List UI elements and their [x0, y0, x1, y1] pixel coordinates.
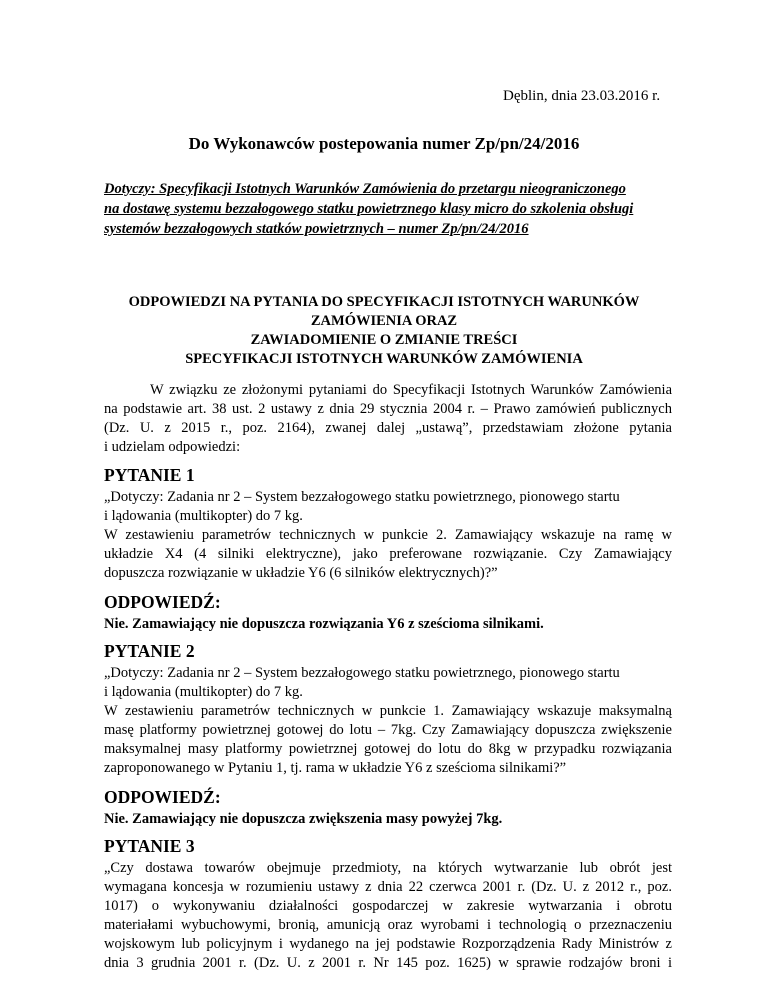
answer-1-text: Nie. Zamawiający nie dopuszcza rozwiązania Y6 z sześcioma silnikami. [104, 616, 544, 632]
intro-line-2: na podstawie art. 38 ust. 2 ustawy z dnia 29 stycznia 2004 r. – Prawo zamówień publicznych [104, 401, 672, 417]
question-1-heading: PYTANIE 1 [104, 465, 195, 485]
section-heading-line-2: ZAMÓWIENIA ORAZ [310, 313, 458, 329]
intro-line-1: W związku ze złożonymi pytaniami do Specyfikacji Istotnych Warunków Zamówienia [150, 382, 672, 398]
question-3-heading: PYTANIE 3 [104, 836, 195, 856]
question-1-line-3: W zestawieniu parametrów technicznych w punkcie 2. Zamawiający wskazuje na ramę w [104, 527, 672, 543]
question-3-line-3: 1017) o wykonywaniu działalności gospodarczej w zakresie wytwarzania i obrotu [104, 898, 672, 914]
question-3-line-5: wojskowym lub policyjnym i wydanego na jej podstawie Rozporządzenia Rady Ministrów z [104, 936, 672, 952]
question-1-line-4: układzie X4 (4 silniki elektryczne), jako preferowane rozwiązanie. Czy Zamawiający [104, 546, 672, 562]
intro-line-4: i udzielam odpowiedzi: [104, 439, 241, 455]
intro-line-3: (Dz. U. z 2015 r., poz. 2164), zwanej dalej „ustawą”, przedstawiam złożone pytania [104, 420, 672, 436]
question-1-line-2: i lądowania (multikopter) do 7 kg. [104, 508, 303, 524]
document-title: Do Wykonawców postepowania numer Zp/pn/24/2016 [188, 134, 580, 153]
answer-2-text: Nie. Zamawiający nie dopuszcza zwiększenia masy powyżej 7kg. [104, 811, 503, 827]
question-1-line-1: „Dotyczy: Zadania nr 2 – System bezzałogowego statku powietrznego, pionowego startu [104, 489, 620, 505]
question-2-line-3: W zestawieniu parametrów technicznych w punkcie 1. Zamawiający wskazuje maksymalną [104, 703, 672, 719]
section-heading-line-4: SPECYFIKACJI ISTOTNYCH WARUNKÓW ZAMÓWIENIA [185, 351, 583, 367]
answer-1-heading: ODPOWIEDŹ: [104, 592, 221, 612]
section-heading-line-1: ODPOWIEDZI NA PYTANIA DO SPECYFIKACJI ISTOTNYCH WARUNKÓW [128, 294, 640, 310]
question-3-line-2: wymagana koncesja w rozumieniu ustawy z dnia 22 czerwca 2001 r. (Dz. U. z 2012 r., poz. [104, 879, 672, 895]
question-3-line-4: materiałami wybuchowymi, bronią, amunicją oraz wyrobami i technologią o przeznaczeniu [104, 917, 672, 933]
question-2-line-6: zaproponowanego w Pytaniu 1, tj. rama w układzie Y6 z sześcioma silnikami?” [104, 760, 567, 776]
question-2-line-1: „Dotyczy: Zadania nr 2 – System bezzałogowego statku powietrznego, pionowego startu [104, 665, 620, 681]
date-line: Dęblin, dnia 23.03.2016 r. [503, 88, 661, 104]
question-2-line-4: masę platformy powietrznej gotowej do lotu – 7kg. Czy Zamawiający dopuszcza zwiększenie [104, 722, 672, 738]
section-heading-line-3: ZAWIADOMIENIE O ZMIANIE TREŚCI [250, 332, 518, 348]
question-2-line-2: i lądowania (multikopter) do 7 kg. [104, 684, 303, 700]
subject-line-3: systemów bezzałogowych statków powietrznych – numer Zp/pn/24/2016 [104, 221, 529, 237]
subject-line-2: na dostawę systemu bezzałogowego statku powietrznego klasy micro do szkolenia obsługi [104, 201, 634, 217]
answer-2-heading: ODPOWIEDŹ: [104, 787, 221, 807]
subject-line-1: Dotyczy: Specyfikacji Istotnych Warunków Zamówienia do przetargu nieograniczonego [104, 181, 626, 197]
question-2-line-5: maksymalnej masy platformy powietrznej gotowej do lotu do 8kg w przypadku rozwiązania [104, 741, 672, 757]
question-3-line-1: „Czy dostawa towarów obejmuje przedmioty, na których wytwarzanie lub obrót jest [104, 860, 672, 876]
question-1-line-5: dopuszcza rozwiązanie w układzie Y6 (6 silników elektrycznych)?” [104, 565, 498, 581]
question-3-line-6: dnia 3 grudnia 2001 r. (Dz. U. z 2001 r. Nr 145 poz. 1625) w sprawie rodzajów broni i [104, 955, 672, 971]
question-2-heading: PYTANIE 2 [104, 641, 195, 661]
